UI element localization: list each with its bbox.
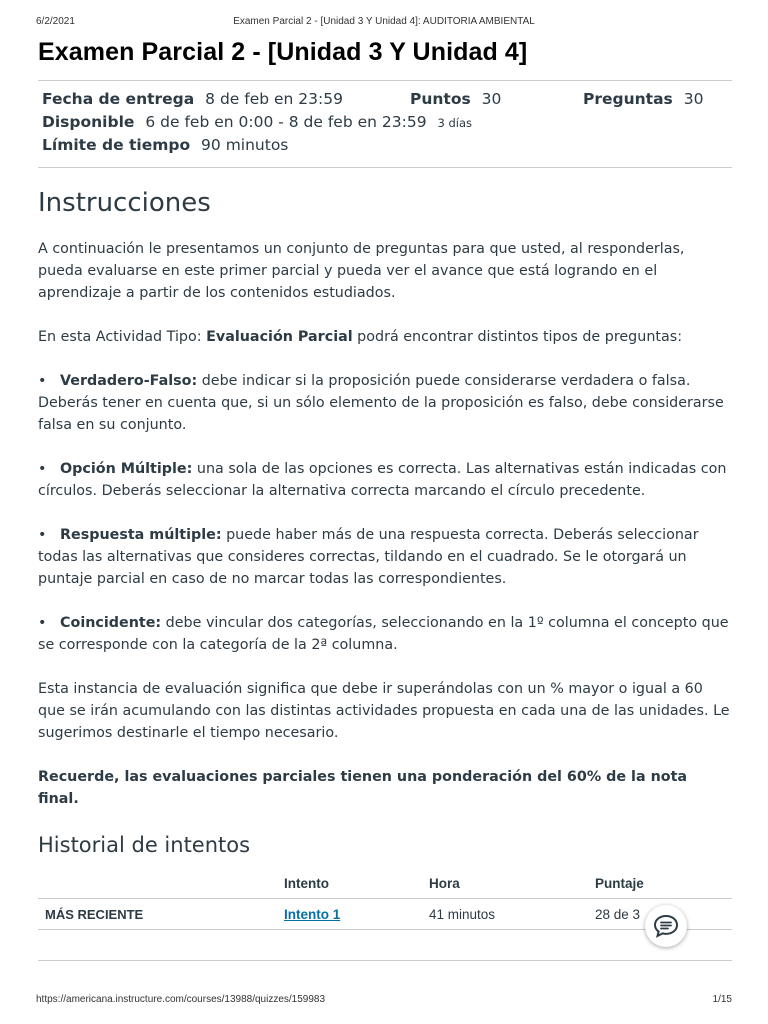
meta-points: [410, 90, 501, 108]
due-label: Fecha de entrega: [42, 90, 195, 108]
bullet-term: Opción Múltiple:: [60, 461, 193, 477]
column-header: Hora: [429, 868, 595, 899]
time-limit-label: Límite de tiempo: [42, 136, 191, 154]
questions-value: 30: [683, 90, 704, 108]
activity-type-paragraph: En esta Actividad Tipo: Evaluación Parcial podrá encontrar distintos tipos de preguntas:: [38, 329, 683, 345]
quiz-title: Examen Parcial 2 - [Unidad 3 Y Unidad 4]: [38, 38, 528, 66]
intro-paragraph: A continuación le presentamos un conjunto de preguntas para que usted, al responderlas, pueda evaluarse en este primer parcial y pueda ver el avance que está logrando en el aprendizaje a partir de los contenidos estudiados.: [38, 241, 685, 301]
bullet-icon: •: [38, 615, 47, 631]
chat-button[interactable]: [645, 905, 687, 947]
bullet-multiple-answer: • Respuesta múltiple: puede haber más de una respuesta correcta. Deberás seleccionar todas las alternativas que consideres correctas, tildando en el cuadrado. Se le otorgará un puntaje parcial en caso de no marcar todas las correspondientes.: [38, 524, 732, 590]
meta-due: [42, 90, 343, 108]
page-url: https://americana.instructure.com/courses/13988/quizzes/159983: [36, 994, 326, 1005]
activity-type-name: Evaluación Parcial: [206, 329, 353, 345]
weight-paragraph: Recuerde, las evaluaciones parciales tienen una ponderación del 60% de la nota final.: [38, 769, 688, 807]
bullet-term: Coincidente:: [60, 615, 162, 631]
bullet-multiple-choice: • Opción Múltiple: una sola de las opciones es correcta. Las alternativas están indicadas con círculos. Deberás seleccionar la alternativa correcta marcando el círculo precedente.: [38, 458, 732, 502]
available-label: Disponible: [42, 113, 135, 131]
available-value: 6 de feb en 0:00 - 8 de feb en 23:59: [145, 113, 427, 131]
questions-label: Preguntas: [583, 90, 673, 108]
table-row: [38, 899, 732, 930]
print-footer: [0, 994, 768, 1010]
attempt-history-table: [38, 868, 732, 961]
meta-time-limit: [42, 136, 288, 154]
bullet-term: Respuesta múltiple:: [60, 527, 222, 543]
history-heading: Historial de intentos: [38, 833, 251, 857]
due-value: 8 de feb en 23:59: [205, 90, 343, 108]
chat-bubble-icon: [653, 913, 679, 939]
attempt-time: 41 minutos: [429, 899, 595, 930]
column-header: [38, 868, 284, 899]
divider: [38, 80, 732, 81]
attempt-score: 28 de 3: [595, 899, 732, 930]
print-doc-title: Examen Parcial 2 - [Unidad 3 Y Unidad 4]: AUDITORIA AMBIENTAL: [233, 16, 535, 27]
bullet-term: Verdadero-Falso:: [60, 373, 198, 389]
meta-available: [42, 113, 472, 131]
table-spacer-row: [38, 930, 732, 961]
print-date: 6/2/2021: [36, 16, 75, 27]
points-label: Puntos: [410, 90, 471, 108]
divider: [38, 167, 732, 168]
page-number: 1/15: [712, 994, 732, 1005]
bullet-true-false: • Verdadero-Falso: debe indicar si la proposición puede considerarse verdadera o falsa. Deberás tener en cuenta que, si un sólo elemento de la proposición es falso, debe considerarse falsa en su conjunto.: [38, 370, 732, 436]
bullet-icon: •: [38, 461, 47, 477]
passing-paragraph: Esta instancia de evaluación significa que debe ir superándolas con un % mayor o igual a 60 que se irán acumulando con las distintas actividades propuesta en cada una de las unidades. Le sugerimos destinarle el tiempo necesario.: [38, 681, 730, 741]
bullet-icon: •: [38, 527, 47, 543]
column-header: Puntaje: [595, 868, 732, 899]
available-days: 3 días: [437, 116, 473, 130]
table-header-row: [38, 868, 732, 899]
points-value: 30: [481, 90, 502, 108]
print-header: [0, 16, 768, 32]
attempt-label: MÁS RECIENTE: [38, 899, 284, 930]
instructions-body: [38, 238, 732, 832]
meta-questions: [583, 90, 703, 108]
bullet-icon: •: [38, 373, 47, 389]
bullet-matching: • Coincidente: debe vincular dos categorías, seleccionando en la 1º columna el concepto que se corresponde con la categoría de la 2ª columna.: [38, 612, 732, 656]
instructions-heading: Instrucciones: [38, 188, 211, 218]
attempt-link[interactable]: Intento 1: [284, 906, 341, 922]
column-header: Intento: [284, 868, 429, 899]
time-limit-value: 90 minutos: [201, 136, 289, 154]
